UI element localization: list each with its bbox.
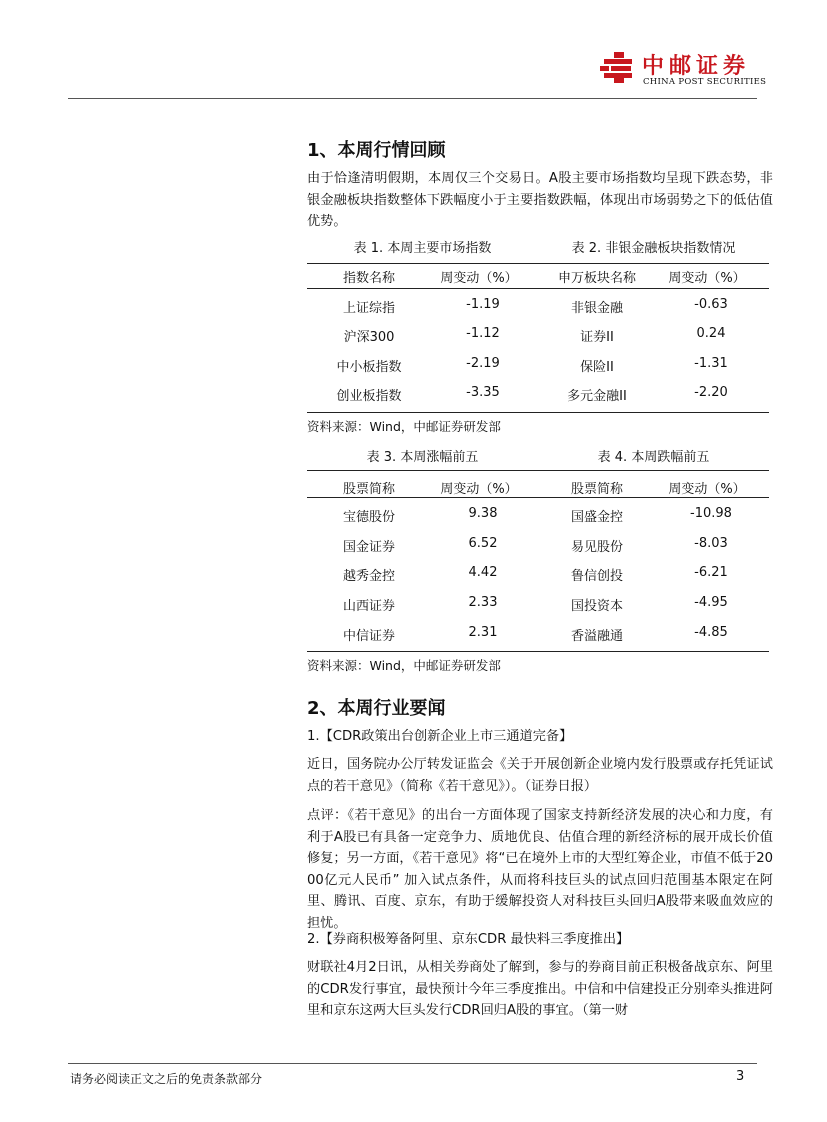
header-divider [68, 98, 757, 99]
table4-cell: 鲁信创投 [570, 569, 624, 584]
table12-header-rule [307, 288, 769, 289]
table4-cell: -4.95 [694, 595, 728, 610]
table2-cell: -0.63 [694, 297, 728, 312]
table3-cell: 2.31 [468, 625, 498, 640]
china-post-logo-icon [598, 50, 638, 84]
table1-cell: -1.19 [466, 297, 500, 312]
table2-cell: 证券II [580, 330, 614, 345]
table34-bottom-rule [307, 651, 769, 652]
news1-comment: 点评：《若干意见》的出台一方面体现了国家支持新经济发展的决心和力度，有利于A股已有具备一定竞争力、质地优良、估值合理的新经济标的展开成长价值修复；另一方面，《若干意见》将“已在境外上市的大型红筹企业，市值不低于2000亿元人民币” 加入试点条件，从而将科技巨头的试点回归范围基本限定在阿里、腾讯、百度、京东，有助于缓解投资人对科技巨头回归A股带来吸血效应的担忧。 [307, 808, 773, 931]
table34-top-rule [307, 470, 769, 471]
table3-cell: 6.52 [468, 536, 498, 551]
news2-body: 财联社4月2日讯，从相关券商处了解到，参与的券商目前正积极备战京东、阿里的CDR发行事宜，最快预计今年三季度推出。中信和中信建投正分别牵头推进阿里和京东这两大巨头发行CDR回归A股的事宜。（第一财 [307, 960, 773, 1018]
table2-cell: 0.24 [696, 326, 726, 341]
table3-cell: 山西证券 [342, 599, 396, 614]
table1-caption: 表 1. 本周主要市场指数 [353, 241, 492, 256]
table3-cell: 越秀金控 [342, 569, 396, 584]
table4-header: 股票简称 [570, 482, 624, 497]
news2-title: 2.【券商积极筹备阿里、京东CDR 最快料三季度推出】 [307, 932, 630, 947]
news1-title: 1.【CDR政策出台创新企业上市三通道完备】 [307, 729, 573, 744]
table3-cell: 中信证券 [342, 629, 396, 644]
table12-bottom-rule [307, 412, 769, 413]
table3-caption: 表 3. 本周涨幅前五 [366, 450, 479, 465]
table3-cell: 2.33 [468, 595, 498, 610]
section1-title: 1、本周行情回顾 [307, 140, 446, 161]
table34-header-rule [307, 497, 769, 498]
table4-cell: 国投资本 [570, 599, 624, 614]
table3-header: 周变动（%） [440, 482, 518, 497]
table2-cell: 非银金融 [570, 301, 624, 316]
table2-cell: 多元金融II [567, 389, 627, 404]
table3-header: 股票简称 [342, 482, 396, 497]
table12-source: 资料来源：Wind，中邮证券研发部 [307, 419, 501, 434]
table2-header: 周变动（%） [668, 271, 746, 286]
table1-header: 指数名称 [342, 271, 396, 286]
table4-caption: 表 4. 本周跌幅前五 [597, 450, 710, 465]
table3-cell: 9.38 [468, 506, 498, 521]
table4-cell: -10.98 [690, 506, 732, 521]
table1-cell: -2.19 [466, 356, 500, 371]
table4-cell: -6.21 [694, 565, 728, 580]
page-number: 3 [736, 1069, 745, 1084]
table4-cell: 国盛金控 [570, 510, 624, 525]
table3-cell: 4.42 [468, 565, 498, 580]
table1-cell: -3.35 [466, 385, 500, 400]
table2-header: 申万板块名称 [557, 271, 637, 286]
table2-cell: -2.20 [694, 385, 728, 400]
table1-cell: 创业板指数 [336, 389, 402, 404]
section1-intro: 由于恰逢清明假期，本周仅三个交易日。A股主要市场指数均呈现下跌态势，非银金融板块指数整体下跌幅度小于主要指数跌幅，体现出市场弱势之下的低估值优势。 [307, 171, 773, 229]
logo-chinese: 中邮证券 [642, 53, 751, 79]
table4-cell: -8.03 [694, 536, 728, 551]
table1-header: 周变动（%） [440, 271, 518, 286]
table4-cell: -4.85 [694, 625, 728, 640]
table1-cell: 上证综指 [342, 301, 396, 316]
footer-divider [68, 1063, 757, 1064]
logo-english: CHINA POST SECURITIES [643, 77, 767, 87]
table34-source: 资料来源：Wind，中邮证券研发部 [307, 658, 501, 673]
table2-caption: 表 2. 非银金融板块指数情况 [571, 241, 736, 256]
news1-body: 近日，国务院办公厅转发证监会《关于开展创新企业境内发行股票或存托凭证试点的若干意见》（简称《若干意见》）。（证券日报） [307, 757, 773, 794]
table1-cell: 中小板指数 [336, 360, 402, 375]
table2-cell: 保险II [580, 360, 614, 375]
table2-cell: -1.31 [694, 356, 728, 371]
table4-cell: 易见股份 [570, 540, 624, 555]
table4-cell: 香溢融通 [570, 629, 624, 644]
table1-cell: -1.12 [466, 326, 500, 341]
footer-disclaimer: 请务必阅读正文之后的免责条款部分 [70, 1072, 263, 1086]
table12-top-rule [307, 263, 769, 264]
table3-cell: 国金证券 [342, 540, 396, 555]
table4-header: 周变动（%） [668, 482, 746, 497]
section2-title: 2、本周行业要闻 [307, 698, 446, 719]
table1-cell: 沪深300 [343, 330, 395, 345]
table3-cell: 宝德股份 [342, 510, 396, 525]
